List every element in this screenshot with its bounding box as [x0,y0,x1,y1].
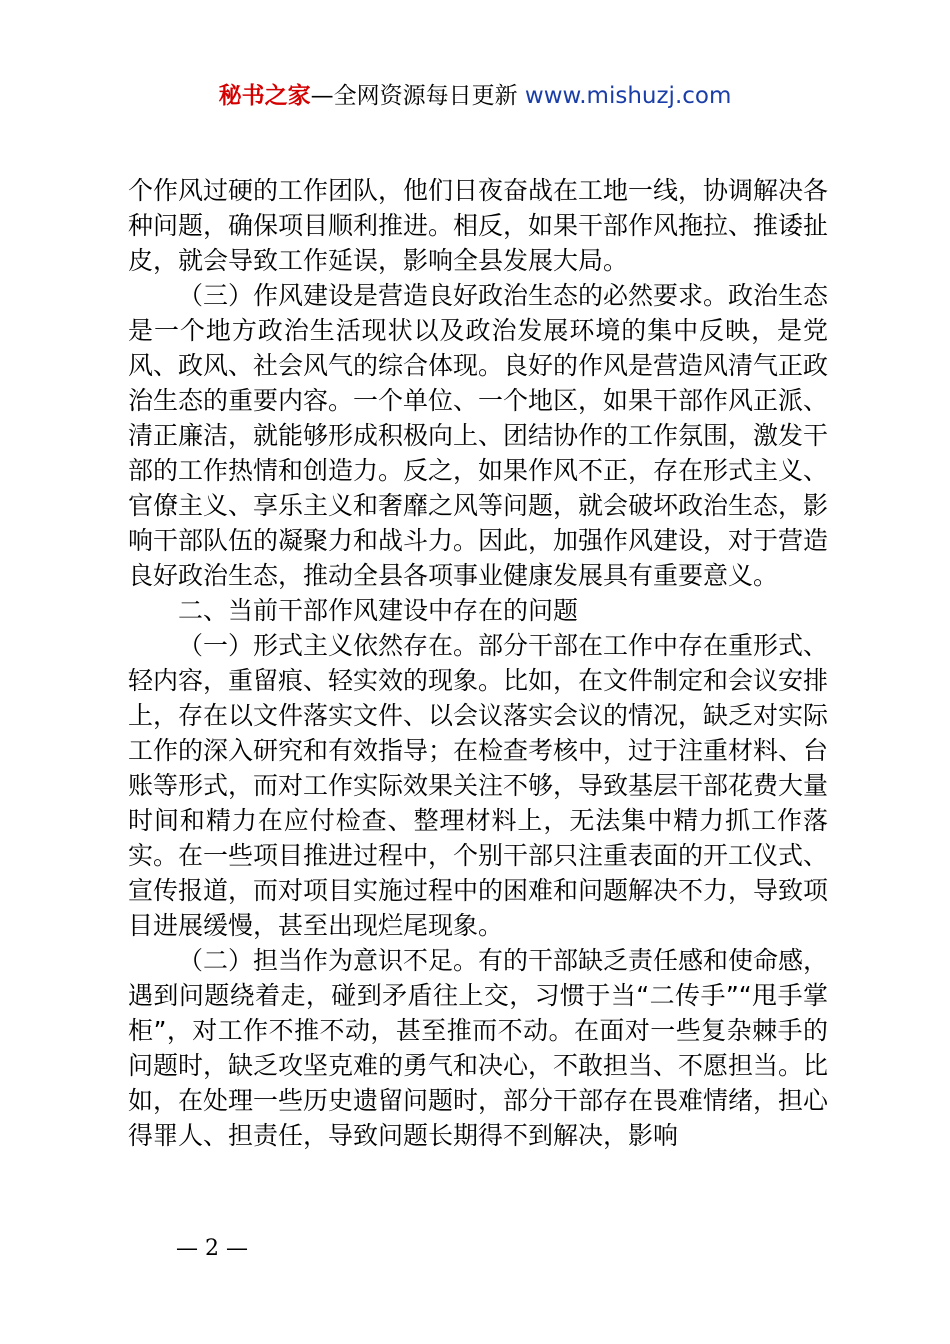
header-site-link[interactable]: www.mishuzj.com [524,83,732,109]
paragraph-section-3: （三）作风建设是营造良好政治生态的必然要求。政治生态是一个地方政治生活现状以及政治发展环境的集中反映，是党风、政风、社会风气的综合体现。良好的作风是营造风清气正政治生态的重要内容。一个单位、一个地区，如果干部作风正派、清正廉洁，就能够形成积极向上、团结协作的工作氛围，激发干部的工作热情和创造力。反之，如果作风不正，存在形式主义、官僚主义、享乐主义和奢靡之风等问题，就会破坏政治生态，影响干部队伍的凝聚力和战斗力。因此，加强作风建设，对于营造良好政治生态，推动全县各项事业健康发展具有重要意义。 [128,281,829,590]
paragraph-subsection-2: （二）担当作为意识不足。有的干部缺乏责任感和使命感，遇到问题绕着走，碰到矛盾往上交，习惯于当“二传手”“甩手掌柜”，对工作不推不动，甚至推而不动。在面对一些复杂棘手的问题时，缺乏攻坚克难的勇气和决心，不敢担当、不愿担当。比如，在处理一些历史遗留问题时，部分干部存在畏难情绪，担心得罪人、担责任，导致问题长期得不到解决，影响 [128,946,829,1150]
header-tagline: —全网资源每日更新 [310,83,518,109]
paragraph-subsection-1: （一）形式主义依然存在。部分干部在工作中存在重形式、轻内容，重留痕、轻实效的现象。比如，在文件制定和会议安排上，存在以文件落实文件、以会议落实会议的情况，缺乏对实际工作的深入研究和有效指导；在检查考核中，过于注重材料、台账等形式，而对工作实际效果关注不够，导致基层干部花费大量时间和精力在应付检查、整理材料上，无法集中精力抓工作落实。在一些项目推进过程中，个别干部只注重表面的开工仪式、宣传报道，而对项目实施过程中的困难和问题解决不力，导致项目进展缓慢，甚至出现烂尾现象。 [128,631,829,940]
page-header [0,80,950,112]
page-number: — 2 — [176,1236,248,1261]
paragraph-continuation: 个作风过硬的工作团队，他们日夜奋战在工地一线，协调解决各种问题，确保项目顺利推进。相反，如果干部作风拖拉、推诿扯皮，就会导致工作延误，影响全县发展大局。 [128,176,829,275]
header-brand: 秘书之家 [218,83,311,109]
section-heading-2: 二、当前干部作风建设中存在的问题 [178,596,579,625]
document-body [128,173,828,1153]
